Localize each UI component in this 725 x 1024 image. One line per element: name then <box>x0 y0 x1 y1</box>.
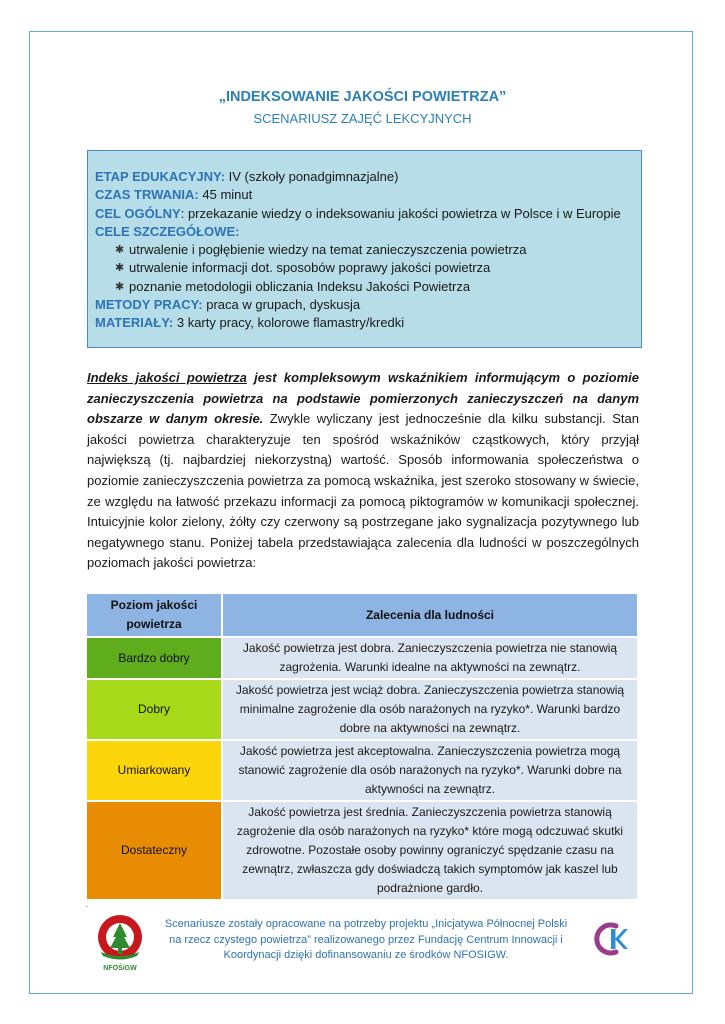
table-header-row <box>87 594 639 638</box>
list-item <box>115 241 634 259</box>
table-row <box>87 741 639 802</box>
asterisk-bullet-icon: ✱ <box>115 280 125 293</box>
level-cell: Bardzo dobry <box>87 638 223 680</box>
nfosigw-logo-text: NFOŚiGW <box>103 965 137 972</box>
czas-value: 45 minut <box>198 187 253 203</box>
czas-line <box>95 186 634 204</box>
etap-label: ETAP EDUKACYJNY: <box>95 169 226 184</box>
cele-szczegolowe-line <box>95 223 634 241</box>
recommendation-cell: Jakość powietrza jest dobra. Zanieczyszczenia powietrza nie stanowią zagrożenia. Warunki idealne na aktywności na zewnątrz. <box>223 638 639 680</box>
lesson-info-box <box>87 150 642 348</box>
objectives-list <box>95 241 634 296</box>
metody-value: praca w grupach, dyskusja <box>202 297 361 313</box>
table-row <box>87 802 639 901</box>
page-title: „INDEKSOWANIE JAKOŚCI POWIETRZA” <box>218 89 507 105</box>
footer-dot: . <box>86 900 89 909</box>
etap-value: IV (szkoły ponadgimnazjalne) <box>225 169 399 184</box>
level-cell: Umiarkowany <box>87 741 223 802</box>
objective-text: poznanie metodologii obliczania Indeksu Jakości Powietrza <box>129 278 471 294</box>
table-row <box>87 638 639 680</box>
nfosigw-logo-icon <box>91 912 149 972</box>
czas-label: CZAS TRWANIA: <box>95 187 199 203</box>
air-quality-table <box>87 594 639 901</box>
recommendation-cell: Jakość powietrza jest średnia. Zanieczyszczenia powietrza stanowią zagrożenie dla osób narażonych na ryzyko* które mogą odczuwać skutki zdrowotne. Pozostałe osoby powinny ograniczyć spędzanie czasu na zewnątrz, zwłaszcza gdy doświadczą takich symptomów jak kaszel lub podrażnione gardło. <box>223 802 639 901</box>
cel-line <box>95 205 634 223</box>
ck-logo-icon <box>592 920 630 958</box>
term-text: Indeks jakości powietrza <box>87 370 247 385</box>
asterisk-bullet-icon: ✱ <box>115 262 125 275</box>
header-level: Poziom jakości powietrza <box>87 594 223 638</box>
list-item <box>115 278 634 296</box>
list-item <box>115 259 634 277</box>
table-row <box>87 680 639 741</box>
cele-szczegolowe-label: CELE SZCZEGÓŁOWE: <box>95 223 240 239</box>
materialy-label: MATERIAŁY: <box>95 315 174 331</box>
definition-text: jest kompleksowym wskaźnikiem informującym o poziomie zanieczyszczenia powietrza na podstawie pomierzonych zanieczyszczeń na danym obszarze w danym okresie. <box>87 370 639 427</box>
materialy-line <box>95 314 634 332</box>
metody-line <box>95 296 634 314</box>
cel-value: : przekazanie wiedzy o indeksowaniu jakości powietrza w Polsce i w Europie <box>180 205 621 221</box>
materialy-value: 3 karty pracy, kolorowe flamastry/kredki <box>173 315 405 331</box>
metody-label: METODY PRACY: <box>95 297 203 313</box>
objective-text: utrwalenie i pogłębienie wiedzy na temat zanieczyszczenia powietrza <box>129 242 527 258</box>
recommendation-cell: Jakość powietrza jest akceptowalna. Zanieczyszczenia powietrza mogą stanowić zagrożenie dla osób narażonych na ryzyko*. Warunki dobre na aktywności na zewnątrz. <box>223 741 639 802</box>
level-cell: Dobry <box>87 680 223 741</box>
cel-label: CEL OGÓLNY <box>95 205 181 221</box>
level-cell: Dostateczny <box>87 802 223 901</box>
header-recommendations: Zalecenia dla ludności <box>223 594 639 638</box>
etap-line <box>95 168 634 186</box>
page-subtitle: SCENARIUSZ ZAJĘĆ LEKCYJNYCH <box>253 111 472 126</box>
intro-paragraph <box>87 368 639 574</box>
footer-text: Scenariusze zostały opracowane na potrzeby projektu „Inicjatywa Północnej Polski na rzecz czystego powietrza” realizowanego przez Fundację Centrum Innowacji i Koordynacji dzięki dofinansowaniu ze środków NFOSIGW. <box>164 918 568 961</box>
body-text: Zwykle wyliczany jest jednocześnie dla kilku substancji. Stan jakości powietrza charakteryzuje ten spośród wskaźników cząstkowych, który przyjął największą (tj. najbardziej niekorzystną) wartość. Sposób informowania społeczeństwa o poziomie zanieczyszczenia powietrza za pomocą wskaźnika, jest szeroko stosowany w świecie, ze względu na łatwość przekazu informacji za pomocą piktogramów w komunikacji społecznej. Intuicyjnie kolor zielony, żółty czy czerwony są postrzegane jako sygnalizacja pozytywnego lub negatywnego stanu. Poniżej tabela przedstawiająca zalecenia dla ludności w poszczególnych poziomach jakości powietrza: <box>87 411 639 571</box>
asterisk-bullet-icon: ✱ <box>115 244 125 257</box>
recommendation-cell: Jakość powietrza jest wciąż dobra. Zanieczyszczenia powietrza stanowią minimalne zagrożenie dla osób narażonych na ryzyko*. Warunki bardzo dobre na aktywności na zewnątrz. <box>223 680 639 741</box>
objective-text: utrwalenie informacji dot. sposobów poprawy jakości powietrza <box>129 260 491 276</box>
